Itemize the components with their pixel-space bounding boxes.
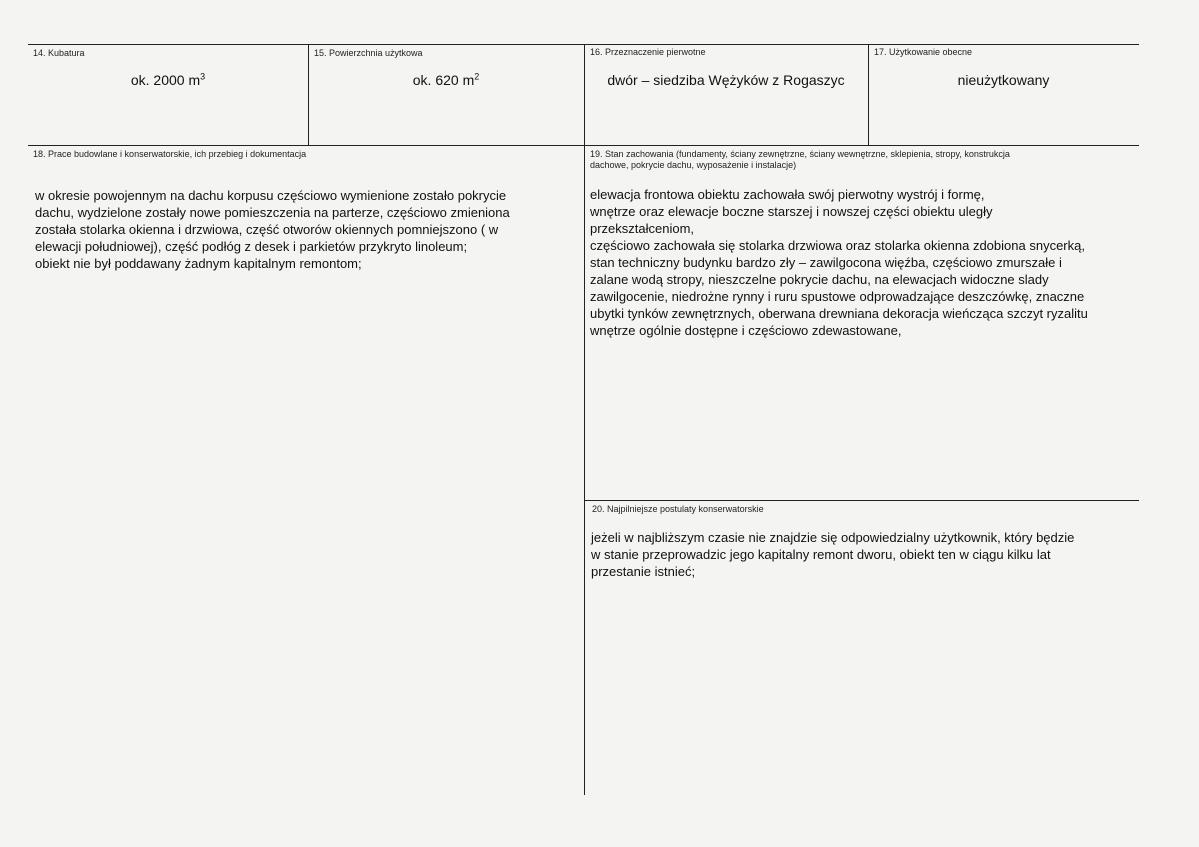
field-14-value-text: ok. 2000 m — [130, 72, 201, 88]
field-19-line: zalane wodą stropy, nieszczelne pokrycie dachu, na elewacjach widoczne slady — [590, 272, 1049, 287]
field-18-label: 18. Prace budowlane i konserwatorskie, ich przebieg i dokumentacja — [33, 149, 307, 159]
field-20-line: w stanie przeprowadzic jego kapitalny remont dworu, obiekt ten w ciągu kilku lat — [591, 547, 1051, 562]
field-18-line: dachu, wydzielone zostały nowe pomieszczenia na parterze, częściowo zmieniona — [35, 205, 510, 220]
field-19-line: częściowo zachowała się stolarka drzwiowa oraz stolarka okienna zdobiona snycerką, — [590, 238, 1085, 253]
field-19-line: zawilgocenie, niedrożne rynny i ruru spustowe odprowadzające deszczówkę, znaczne — [590, 289, 1085, 304]
field-16-value: dwór – siedziba Wężyków z Rogaszyc — [607, 72, 845, 88]
field-20-line: przestanie istnieć; — [591, 564, 696, 579]
col-divider-3 — [868, 44, 869, 145]
field-19-label-line: dachowe, pokrycie dachu, wyposażenie i instalacje) — [590, 160, 797, 170]
field-18-line: została stolarka okienna i drzwiowa, część otworów okiennych pomniejszono ( w — [35, 222, 499, 237]
field-17-value: nieużytkowany — [957, 72, 1050, 88]
field-19-line: wnętrze oraz elewacje boczne starszej i nowszej części obiektu uległy — [590, 204, 993, 219]
field-19-line: przekształceniom, — [590, 221, 695, 236]
section20-top-border — [585, 500, 1139, 501]
field-18-line: elewacji południowej), część podłóg z desek i parkietów przykryto linoleum; — [35, 239, 468, 254]
field-14-unit-exponent: 3 — [200, 71, 206, 82]
field-18-line: w okresie powojennym na dachu korpusu częściowo wymienione zostało pokrycie — [35, 188, 507, 203]
field-15-label: 15. Powierzchnia użytkowa — [314, 48, 423, 58]
field-19-label-line: 19. Stan zachowania (fundamenty, ściany zewnętrzne, ściany wewnętrzne, sklepienia, stropy, konstrukcja — [590, 149, 1010, 159]
field-20-line: jeżeli w najbliższym czasie nie znajdzie się odpowiedzialny użytkownik, który będzie — [591, 530, 1075, 545]
field-19-line: wnętrze ogólnie dostępne i częściowo zdewastowane, — [590, 323, 902, 338]
field-19-label — [590, 149, 1010, 171]
field-15-value-text: ok. 620 m — [412, 72, 475, 88]
col-divider-1 — [308, 44, 309, 145]
field-18-text — [35, 187, 580, 272]
field-16-label: 16. Przeznaczenie pierwotne — [590, 47, 706, 57]
field-14-value — [28, 72, 308, 88]
field-20-label: 20. Najpilniejsze postulaty konserwatorskie — [592, 504, 764, 514]
field-19-text — [590, 186, 1139, 339]
field-19-line: ubytki tynków zewnętrznych, oberwana drewniana dekoracja wieńcząca szczyt ryzalitu — [590, 306, 1088, 321]
field-17-label: 17. Użytkowanie obecne — [874, 47, 973, 57]
col-divider-2 — [584, 44, 585, 795]
field-14-label: 14. Kubatura — [33, 48, 85, 58]
field-20-text — [591, 529, 1139, 580]
field-18-line: obiekt nie był poddawany żadnym kapitalnym remontom; — [35, 256, 362, 271]
field-19-line: elewacja frontowa obiektu zachowała swój pierwotny wystrój i formę, — [590, 187, 985, 202]
field-15-value — [308, 72, 584, 88]
field-15-unit-exponent: 2 — [474, 71, 480, 82]
field-19-line: stan techniczny budynku bardzo zły – zawilgocona więźba, częściowo zmurszałe i — [590, 255, 1062, 270]
